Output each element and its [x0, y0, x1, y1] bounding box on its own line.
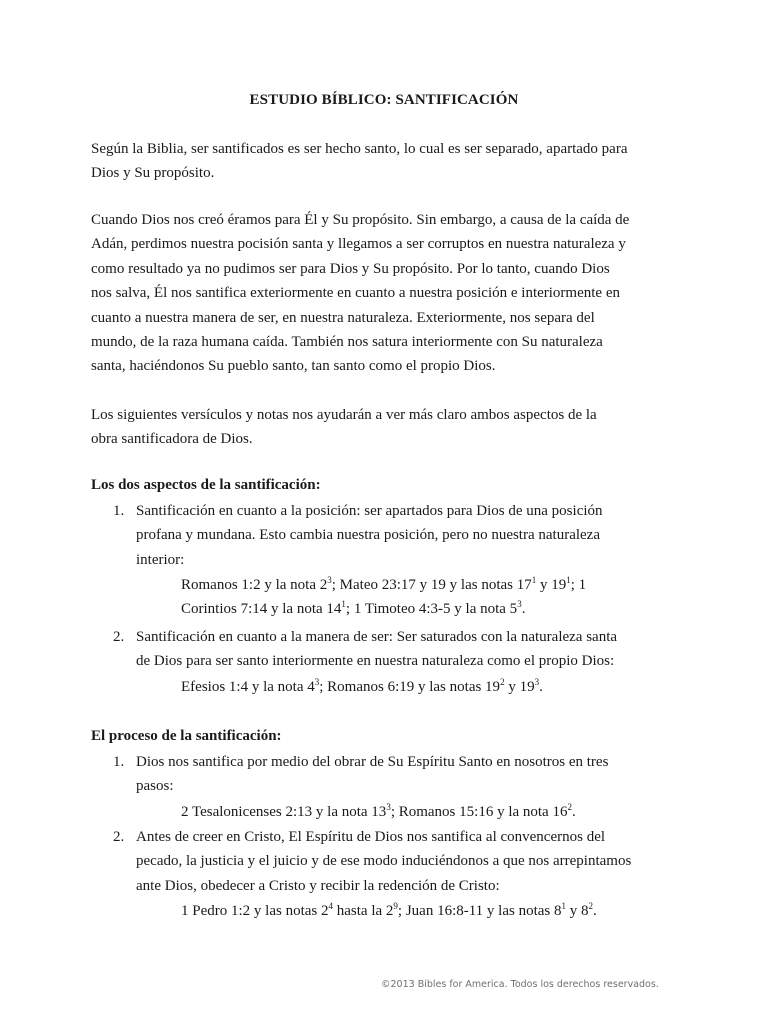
copyright-footer: ©2013 Bibles for America. Todos los derechos reservados.: [381, 979, 659, 990]
text-line: profana y mundana. Esto cambia nuestra posición, pero no nuestra naturaleza: [136, 527, 600, 544]
text-line: Santificación en cuanto a la manera de ser: Ser saturados con la naturaleza santa: [136, 629, 618, 645]
ref-superscript: 1: [561, 901, 566, 911]
ref-text: ; 1: [570, 577, 587, 593]
text-line: Dios nos santifica por medio del obrar de Su Espíritu Santo en nosotros en tres: [136, 754, 609, 770]
list-number: 1.: [113, 754, 125, 770]
ref-text: .: [571, 804, 576, 820]
ref-superscript: 3: [534, 677, 540, 687]
explanation-paragraph: [91, 208, 681, 379]
ref-superscript: 2: [500, 677, 505, 687]
scripture-references: [181, 899, 597, 923]
ref-superscript: 3: [314, 677, 320, 687]
ref-text: ; Romanos 6:19 y las notas 19: [319, 679, 501, 695]
ref-text: hasta la 2: [333, 903, 394, 919]
ref-text: ; Romanos 15:16 y la nota 16: [390, 804, 568, 820]
reference-line: [181, 597, 586, 621]
text-line: interior:: [136, 551, 185, 568]
ref-superscript: 2: [588, 901, 593, 911]
ref-text: .: [539, 679, 543, 695]
ref-text: ; Juan 16:8-11 y las notas 8: [397, 903, 562, 919]
verses-paragraph: [91, 403, 681, 452]
ref-text: 1 Pedro 1:2 y las notas 2: [181, 903, 329, 919]
ref-text: ; Mateo 23:17 y 19 y las notas 17: [331, 577, 532, 593]
text-line: ante Dios, obedecer a Cristo y recibir la redención de Cristo:: [136, 877, 500, 894]
ref-superscript: 3: [386, 802, 391, 812]
scripture-references: [181, 675, 543, 699]
list-item-text: [136, 750, 608, 799]
text-line: Adán, perdimos nuestra pocisión santa y llegamos a ser corruptos en nuestra naturaleza y: [91, 236, 626, 253]
text-line: obra santificadora de Dios.: [91, 431, 253, 448]
text-line: Los siguientes versículos y notas nos ayudarán a ver más claro ambos aspectos de la: [91, 407, 597, 423]
reference-line: [181, 899, 597, 923]
text-line: como resultado ya no pudimos ser para Dios y Su propósito. Por lo tanto, cuando Dios: [91, 260, 610, 277]
text-line: Antes de creer en Cristo, El Espíritu de Dios nos santifica al convencernos del: [136, 829, 606, 845]
text-line: pasos:: [136, 778, 174, 795]
ref-text: .: [593, 903, 597, 919]
intro-paragraph: [91, 137, 681, 186]
ref-superscript: 1: [566, 575, 571, 585]
list-number: 1.: [113, 503, 125, 519]
text-line: santa, haciéndonos Su pueblo santo, tan santo como el propio Dios.: [91, 358, 496, 375]
ref-text: .: [521, 601, 526, 618]
text-line: Dios y Su propósito.: [91, 165, 215, 182]
reference-line: [181, 675, 543, 699]
ref-text: ; 1 Timoteo 4:3-5 y la nota 5: [345, 601, 518, 618]
ref-superscript: 2: [567, 802, 572, 812]
document-title: ESTUDIO BÍBLICO: SANTIFICACIÓN: [249, 92, 519, 108]
list-number: 2.: [113, 629, 125, 645]
text-line: cuanto a nuestra manera de ser, en nuestra naturaleza. Exteriormente, nos separa del: [91, 309, 595, 326]
text-line: Según la Biblia, ser santificados es ser hecho santo, lo cual es ser separado, apartado para: [91, 141, 628, 157]
text-line: mundo, de la raza humana caída. También nos satura interiormente con Su naturaleza: [91, 334, 603, 351]
reference-line: [181, 800, 576, 824]
text-line: pecado, la justicia y el juicio y de ese modo induciéndonos a que nos arrepintamos: [136, 853, 632, 870]
ref-superscript: 9: [393, 901, 398, 911]
text-line: Cuando Dios nos creó éramos para Él y Su propósito. Sin embargo, a causa de la caída de: [91, 212, 630, 228]
section-heading-process: El proceso de la santificación:: [91, 728, 282, 744]
list-number: 2.: [113, 829, 125, 845]
scripture-references: [181, 573, 586, 622]
text-line: nos salva, Él nos santifica exteriormente en cuanto a nuestra posición e interiormente en: [91, 285, 620, 302]
ref-text: y 19: [504, 679, 535, 695]
ref-text: y 19: [536, 577, 567, 593]
ref-superscript: 4: [328, 901, 333, 911]
list-item-text: [136, 499, 603, 572]
ref-superscript: 3: [327, 575, 332, 585]
ref-text: Efesios 1:4 y la nota 4: [181, 679, 315, 695]
ref-superscript: 1: [531, 575, 537, 585]
section-heading-aspects: Los dos aspectos de la santificación:: [91, 477, 321, 493]
ref-superscript: 1: [341, 599, 346, 610]
ref-superscript: 3: [517, 599, 522, 610]
scripture-references: [181, 800, 576, 824]
ref-text: 2 Tesalonicenses 2:13 y la nota 13: [181, 804, 387, 820]
text-line: Santificación en cuanto a la posición: ser apartados para Dios de una posición: [136, 503, 603, 519]
ref-text: Romanos 1:2 y la nota 2: [181, 577, 328, 593]
text-line: de Dios para ser santo interiormente en nuestra naturaleza como el propio Dios:: [136, 653, 615, 670]
list-item-text: [136, 825, 631, 898]
list-item-text: [136, 625, 617, 674]
ref-text: Corintios 7:14 y la nota 14: [181, 601, 342, 618]
reference-line: [181, 573, 586, 597]
ref-text: y 8: [566, 903, 589, 919]
